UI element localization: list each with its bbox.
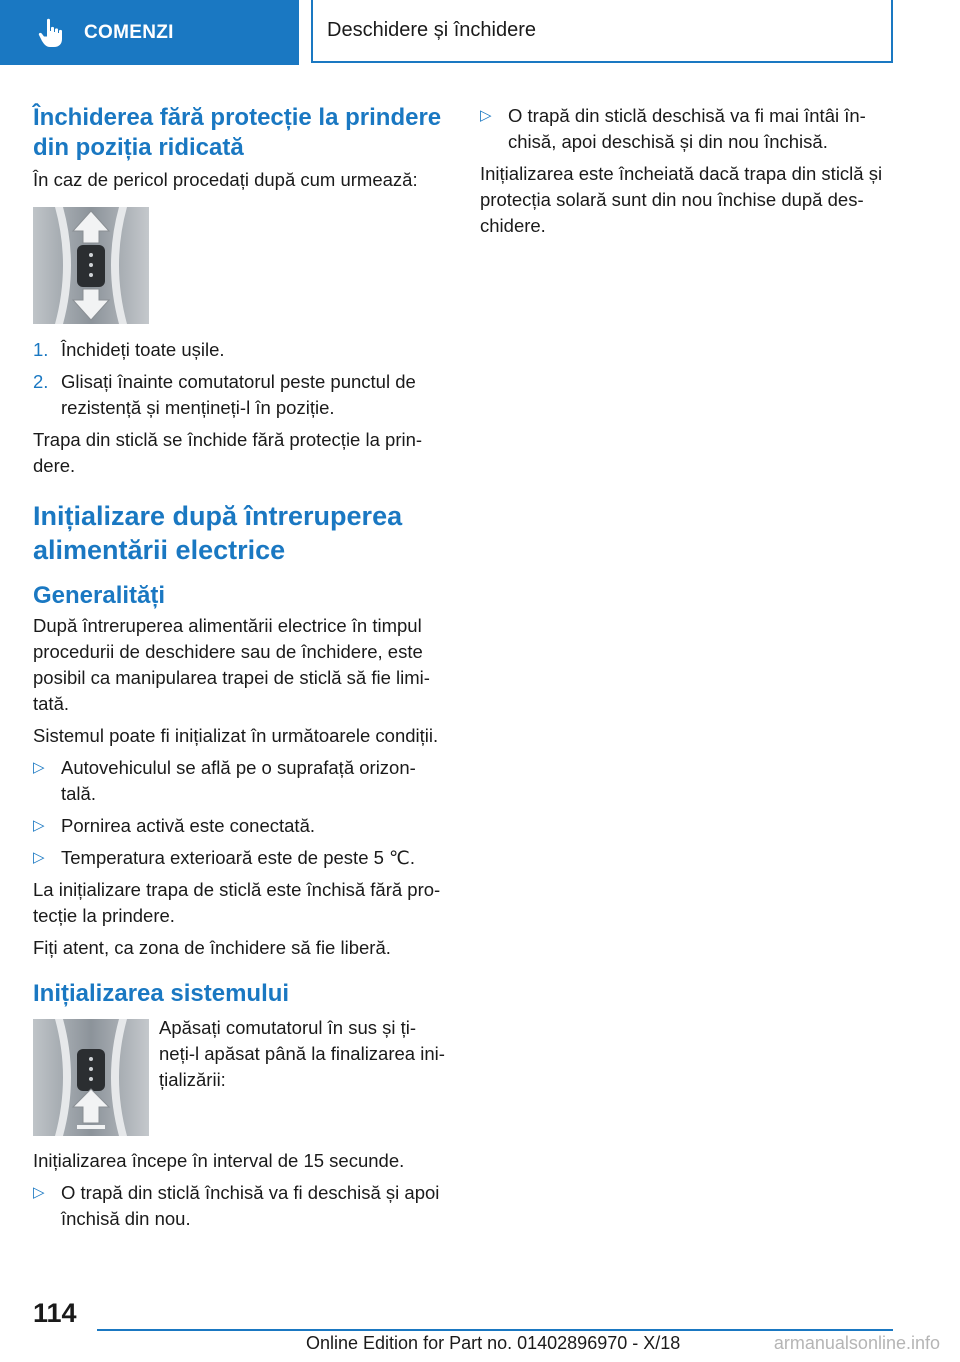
conditions-list [33, 755, 448, 871]
heading-closing: Închiderea fără protecție la prindere din poziția ridicată [33, 104, 442, 161]
condition-text: Autovehiculul se află pe o suprafață orizon-tală. [61, 757, 416, 804]
press-block [33, 1019, 448, 1136]
switch-image-press [33, 1019, 149, 1136]
step-number: 2. [33, 371, 49, 392]
page-number: 114 [33, 1298, 77, 1328]
paragraph-attention: Fiți atent, ca zona de închidere să fie liberă. [33, 937, 391, 958]
step-text: Glisați înainte comutatorul peste punctul de rezistență și mențineți-l în poziție. [61, 371, 416, 418]
heading-general: Generalități [33, 582, 166, 609]
init-list-right [480, 103, 900, 155]
footer-divider [97, 1329, 893, 1331]
closing-steps [33, 337, 448, 421]
triangle-bullet-icon: ▷ [33, 1184, 45, 1201]
bullet-text: O trapă din sticlă închisă va fi deschisă și apoi închisă din nou. [61, 1182, 440, 1229]
triangle-bullet-icon: ▷ [33, 817, 45, 834]
paragraph-press: Apăsați comutatorul în sus și ți-neți-l apăsat până la finalizarea ini-țializării: [159, 1017, 445, 1090]
paragraph-closes: Trapa din sticlă se închide fără protecție la prin-dere. [33, 429, 423, 476]
step-number: 1. [33, 339, 49, 360]
left-column [33, 100, 448, 1232]
paragraph-starts: Inițializarea începe în interval de 15 secunde. [33, 1150, 405, 1171]
paragraph-general: După întreruperea alimentării electrice în timpul procedurii de deschidere sau de închidere, este posibil ca manipularea trapei de sticlă să fie limi-tată. [33, 615, 430, 714]
edition-text: Online Edition for Part no. 01402896970 - X/18 [306, 1333, 681, 1353]
triangle-bullet-icon: ▷ [480, 107, 492, 124]
paragraph-danger: În caz de pericol procedați după cum urmează: [33, 169, 418, 190]
section-tab [0, 0, 299, 65]
section-label: COMENZI [84, 21, 174, 43]
triangle-bullet-icon: ▷ [33, 849, 45, 866]
list-item [33, 1180, 448, 1232]
condition-text: Temperatura exterioară este de peste 5 ℃. [61, 847, 415, 868]
heading-system-init: Inițializarea sistemului [33, 980, 290, 1007]
step-text: Închideți toate ușile. [61, 339, 225, 360]
triangle-bullet-icon: ▷ [33, 759, 45, 776]
paragraph-done: Inițializarea este încheiată dacă trapa din sticlă și protecția solară sunt din nou închise după des-chidere. [480, 163, 883, 236]
paragraph-init-closed: La inițializare trapa de sticlă este închisă fără pro-tecție la prindere. [33, 879, 441, 926]
list-item [480, 103, 900, 155]
list-item [33, 369, 448, 421]
hand-pointer-icon [34, 16, 68, 50]
condition-text: Pornirea activă este conectată. [61, 815, 316, 836]
paragraph-conditions: Sistemul poate fi inițializat în următoarele condiții. [33, 725, 439, 746]
watermark: armanualsonline.info [773, 1333, 940, 1353]
list-item [33, 813, 448, 839]
chapter-title: Deschidere și închidere [327, 19, 536, 41]
switch-image-slide [33, 207, 149, 324]
list-item [33, 755, 448, 807]
bullet-text: O trapă din sticlă deschisă va fi mai întâi în-chisă, apoi deschisă și din nou închisă. [508, 105, 866, 152]
chapter-tab [311, 0, 893, 63]
right-column [480, 100, 900, 239]
heading-initialization: Inițializare după întreruperea alimentării electrice [33, 501, 403, 565]
list-item [33, 337, 448, 363]
list-item [33, 845, 448, 871]
init-list-left [33, 1180, 448, 1232]
